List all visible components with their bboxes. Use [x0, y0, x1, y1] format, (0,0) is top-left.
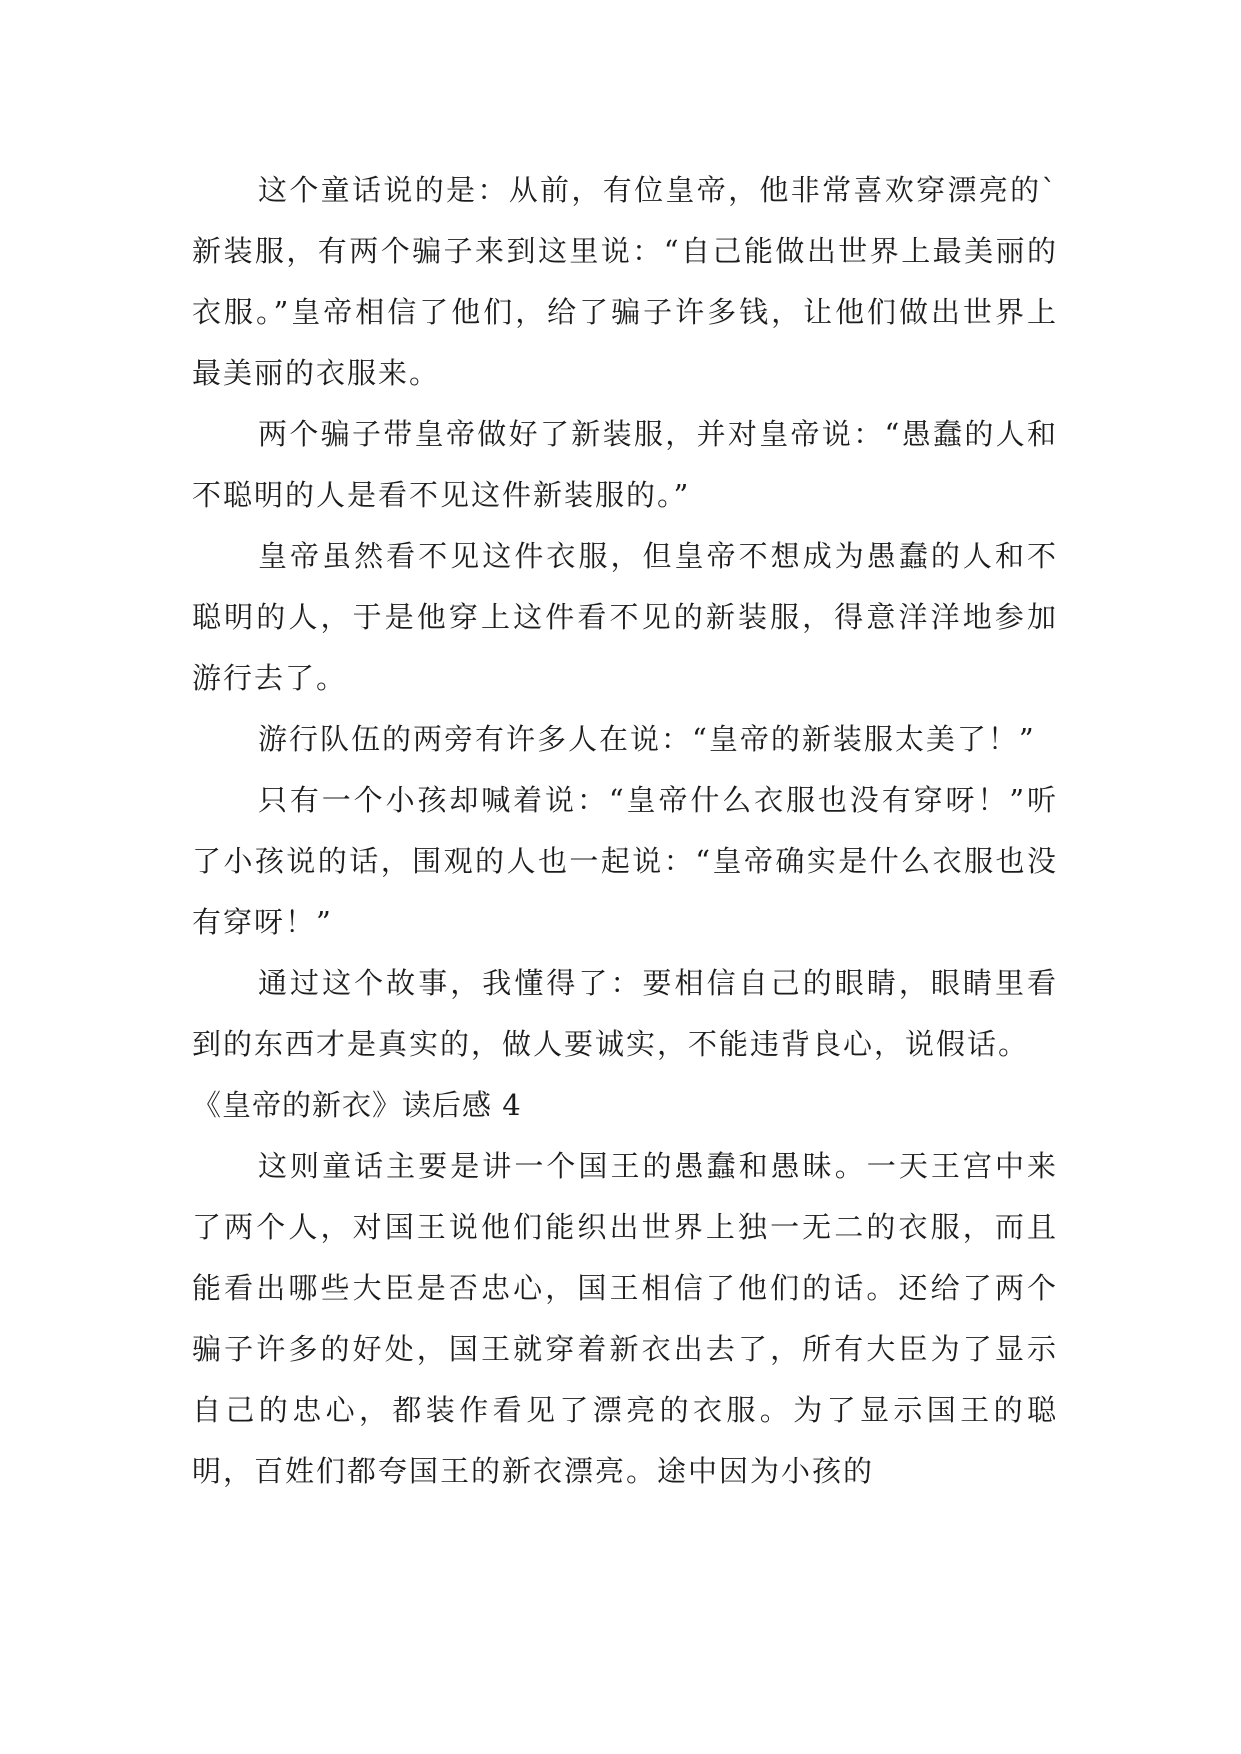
paragraph: 这则童话主要是讲一个国王的愚蠢和愚昧。一天王宫中来了两个人，对国王说他们能织出世界上独一无二的衣服，而且能看出哪些大臣是否忠心，国王相信了他们的话。还给了两个骗子许多的好处，国王就穿着新衣出去了，所有大臣为了显示自己的忠心，都装作看见了漂亮的衣服。为了显示国王的聪明，百姓们都夸国王的新衣漂亮。途中因为小孩的 — [192, 1149, 1058, 1488]
section-heading: 《皇帝的新衣》读后感 4 — [192, 1088, 522, 1122]
paragraph: 游行队伍的两旁有许多人在说：“皇帝的新装服太美了！” — [258, 722, 1036, 756]
paragraph: 皇帝虽然看不见这件衣服，但皇帝不想成为愚蠢的人和不聪明的人，于是他穿上这件看不见的新装服，得意洋洋地参加游行去了。 — [192, 539, 1058, 695]
paragraph: 通过这个故事，我懂得了：要相信自己的眼睛，眼睛里看到的东西才是真实的，做人要诚实，不能违背良心，说假话。 — [192, 966, 1058, 1061]
paragraph: 这个童话说的是：从前，有位皇帝，他非常喜欢穿漂亮的`新装服，有两个骗子来到这里说：“自己能做出世界上最美丽的衣服。”皇帝相信了他们，给了骗子许多钱，让他们做出世界上最美丽的衣服来。 — [192, 173, 1058, 390]
paragraph: 两个骗子带皇帝做好了新装服，并对皇帝说：“愚蠢的人和不聪明的人是看不见这件新装服的。” — [192, 417, 1058, 512]
document-body — [192, 160, 1058, 1502]
paragraph: 只有一个小孩却喊着说：“皇帝什么衣服也没有穿呀！”听了小孩说的话，围观的人也一起说：“皇帝确实是什么衣服也没有穿呀！” — [192, 783, 1058, 939]
